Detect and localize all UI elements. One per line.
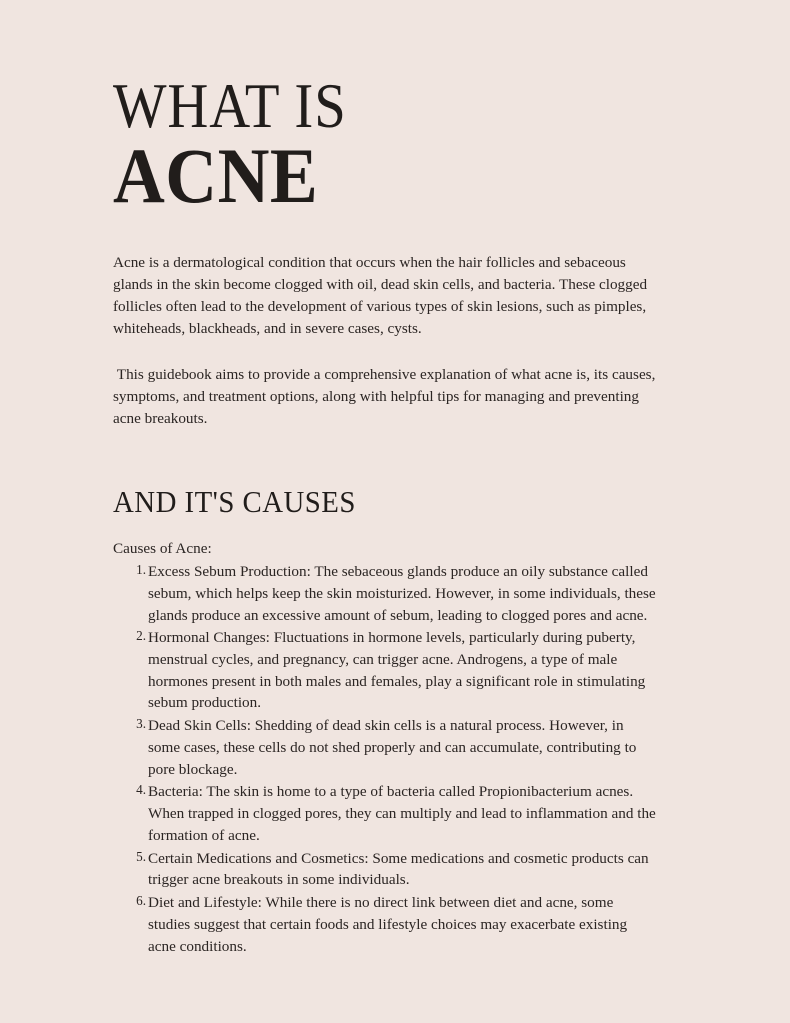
page-title-line-2: ACNE xyxy=(113,131,319,219)
page-title-line-1: WHAT IS xyxy=(113,71,347,141)
causes-section xyxy=(113,538,658,957)
list-item: Bacteria: The skin is home to a type of bacteria called Propionibacterium acnes. When trapped in clogged pores, they can multiply and lead to inflammation and the formation of acne. xyxy=(148,783,656,844)
section-heading-causes: AND IT'S CAUSES xyxy=(113,484,356,519)
list-item: Excess Sebum Production: The sebaceous glands produce an oily substance called sebum, which helps keep the skin moisturized. However, in some individuals, these glands produce an excessive amount of sebum, leading to clogged pores and acne. xyxy=(148,563,656,624)
list-item: Certain Medications and Cosmetics: Some medications and cosmetic products can trigger acne breakouts in some individuals. xyxy=(148,849,649,889)
intro-section xyxy=(113,252,658,430)
page-title xyxy=(113,71,373,219)
intro-paragraph-2: This guidebook aims to provide a comprehensive explanation of what acne is, its causes, symptoms, and treatment options, along with helpful tips for managing and preventing acne breakouts. xyxy=(113,366,660,428)
causes-list xyxy=(113,561,658,957)
causes-lead-text: Causes of Acne: xyxy=(113,540,212,557)
intro-paragraph-1: Acne is a dermatological condition that occurs when the hair follicles and sebaceous glands in the skin become clogged with oil, dead skin cells, and bacteria. These clogged follicles often lead to the development of various types of skin lesions, such as pimples, whiteheads, blackheads, and in severe cases, cysts. xyxy=(113,254,651,338)
list-item: Hormonal Changes: Fluctuations in hormone levels, particularly during puberty, menstrual cycles, and pregnancy, can trigger acne. Androgens, a type of male hormones present in both males and females, play a significant role in stimulating sebum production. xyxy=(148,629,646,712)
list-item: Dead Skin Cells: Shedding of dead skin cells is a natural process. However, in some cases, these cells do not shed properly and can accumulate, contributing to pore blockage. xyxy=(148,717,637,778)
list-item: Diet and Lifestyle: While there is no direct link between diet and acne, some studies suggest that certain foods and lifestyle choices may exacerbate existing acne conditions. xyxy=(148,894,628,955)
